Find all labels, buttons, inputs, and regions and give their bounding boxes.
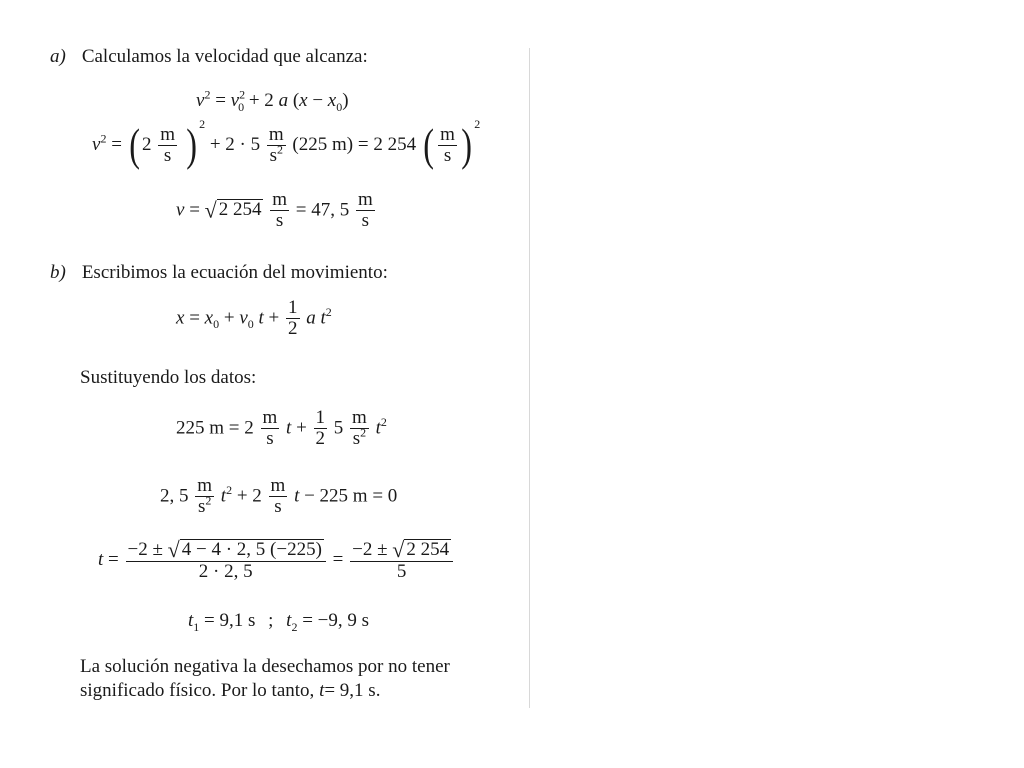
part-b-label: b) <box>50 262 66 283</box>
part-b-equation-5: $t_1 = 9,1$ s ; $t_2 = -9$, 9 s <box>188 610 370 634</box>
part-b-equation-1: $x = x_0 + v_0$ t + $\frac{1}{2}$ a $t^2$ <box>176 297 332 339</box>
part-a-equation-2: $v^2$ = ( 2 $\frac{m}{s}$ ) $^2$ + 2 · 5 $\frac{m}{s^2}$ (225 m) = 2 254 ( $\frac{m}{s}$ ) $^2$ <box>92 117 481 171</box>
part-b-equation-4: t = $\frac{-2 \pm √ 4 - 4 \cdot 2, 5 (-225)}{2 \cdot 2, 5}$ = $\frac{-2 \pm √ 2 254}{5}$ <box>98 538 455 583</box>
part-a-equation-3: v = √ 2 254 $\frac{m}{s}$ = 47, 5 $\frac{m}{s}$ <box>176 189 373 231</box>
conclusion-line-1: La solución negativa la desechamos por no tener <box>80 656 450 677</box>
part-b-heading-row <box>50 262 388 284</box>
part-a-heading: Calculamos la velocidad que alcanza: <box>81 46 368 67</box>
part-b-equation-3: 2, 5 $\frac{m}{s^2}$ $t^2 + 2$ $\frac{m}{s}$ t − 225 m = 0 <box>160 475 398 517</box>
conclusion-line-2: significado físico. Por lo tanto, t= 9,1 s. <box>80 680 381 701</box>
column-divider <box>529 48 530 708</box>
part-a-heading-row <box>50 46 368 68</box>
substitution-text: Sustituyendo los datos: <box>80 367 257 388</box>
part-b-equation-2: 225 m = 2 $\frac{m}{s}$ t + $\frac{1}{2}$ 5 $\frac{m}{s^2}$ $t^2$ <box>176 407 387 449</box>
part-a-equation-1: $v^2 = v^2_0 + 2$ a $(x - x_0)$ <box>196 87 349 114</box>
part-a-label: a) <box>50 46 66 67</box>
part-b-heading: Escribimos la ecuación del movimiento: <box>81 262 388 283</box>
